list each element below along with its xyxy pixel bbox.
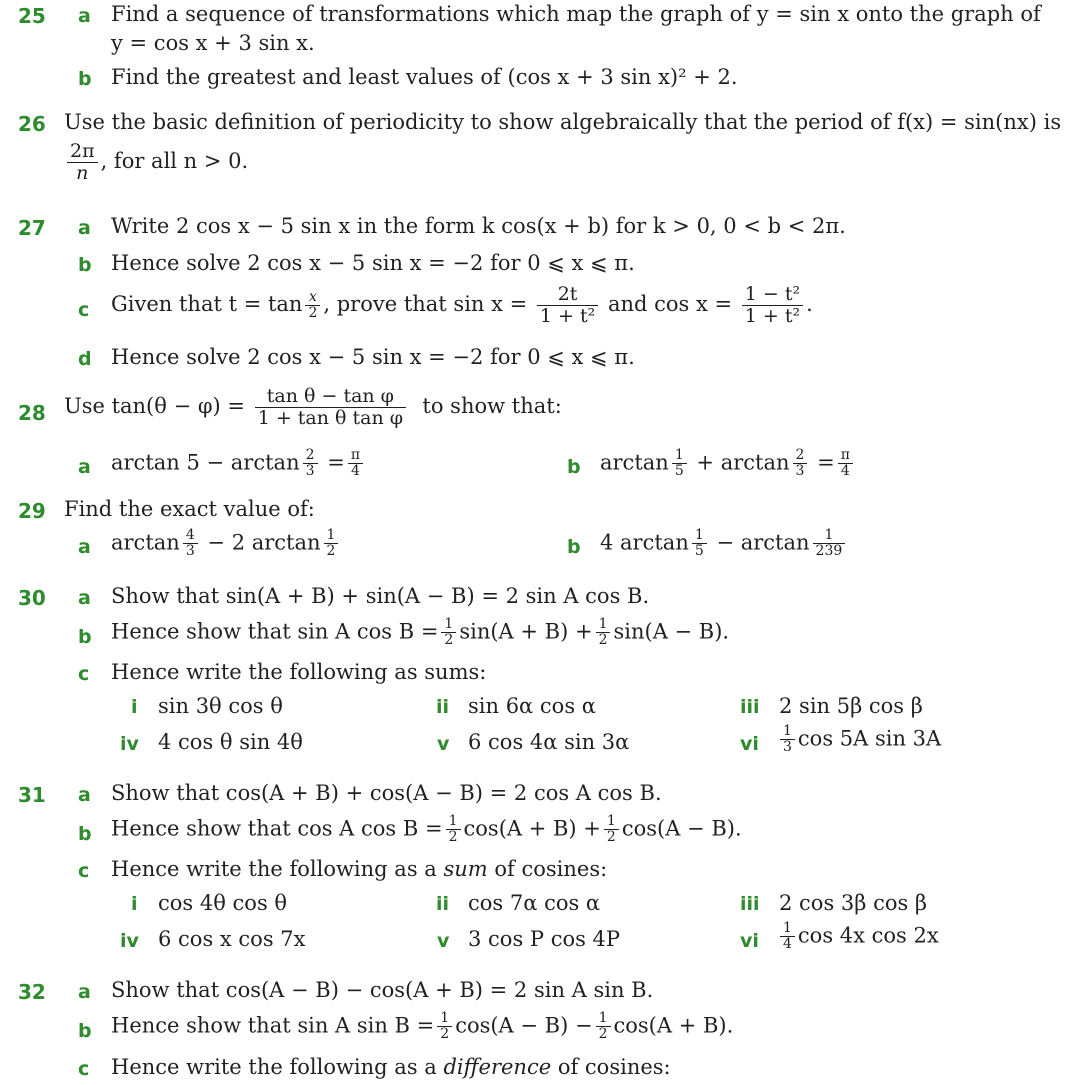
part-label-25a: a [78, 5, 91, 27]
item-label-30-i: i [131, 696, 138, 718]
q30c-text: Hence write the following as sums: [111, 660, 487, 684]
item-label-31-ii: ii [436, 893, 450, 915]
question-number-27: 27 [18, 216, 46, 240]
part-label-27a: a [78, 217, 91, 239]
q31-item-iv: 6 cos x cos 7x [158, 927, 306, 951]
item-label-31-vi: vi [740, 930, 759, 952]
q25a-line2: y = cos x + 3 sin x. [111, 31, 315, 55]
question-number-28: 28 [18, 401, 46, 425]
item-label-31-v: v [437, 930, 450, 952]
q26-fraction: $\frac{2\pi}{n}$ [67, 141, 98, 184]
q31-item-ii: cos 7α cos α [468, 891, 601, 915]
question-number-30: 30 [18, 586, 46, 610]
q31-item-vi: $\frac{1}{4}$ cos 4x cos 2x [777, 921, 939, 953]
q30b-text: Hence show that sin A cos B = $\frac{1}{2}$ sin(A + B) + $\frac{1}{2}$ sin(A − B). [111, 616, 730, 649]
question-number-25: 25 [18, 4, 46, 28]
q32c-text: Hence write the following as a difference of cosines: [111, 1055, 671, 1079]
q27a-text: Write 2 cos x − 5 sin x in the form k cos(x + b) for k > 0, 0 < b < 2π. [111, 214, 846, 238]
part-label-30a: a [78, 587, 91, 609]
part-label-28a: a [78, 456, 91, 478]
question-number-29: 29 [18, 499, 46, 523]
part-label-32b: b [78, 1020, 92, 1042]
q31a-text: Show that cos(A + B) + cos(A − B) = 2 cos A cos B. [111, 781, 662, 805]
q30a-text: Show that sin(A + B) + sin(A − B) = 2 sin A cos B. [111, 584, 650, 608]
item-label-30-iii: iii [740, 696, 760, 718]
part-label-25b: b [78, 68, 92, 90]
q26-line2: $\frac{2\pi}{n}$ , for all n > 0. [64, 141, 248, 184]
q28-text: Use tan(θ − φ) = $\frac{\text{tan θ − tan φ}}{\text{1 + tan θ tan φ}}$ to show that: [64, 385, 562, 429]
q31-item-iii: 2 cos 3β cos β [779, 891, 928, 915]
part-label-30b: b [78, 626, 92, 648]
item-label-31-iii: iii [740, 893, 760, 915]
q31c-text: Hence write the following as a sum of cosines: [111, 857, 608, 881]
q29b-text: 4 arctan $\frac{1}{5}$ − arctan $\frac{1}{239}$ [600, 528, 848, 560]
question-number-26: 26 [18, 112, 46, 136]
part-label-27c: c [78, 299, 90, 321]
item-label-30-v: v [437, 733, 450, 755]
part-label-29b: b [567, 536, 581, 558]
q31-item-i: cos 4θ cos θ [158, 891, 288, 915]
q30-item-ii: sin 6α cos α [468, 694, 596, 718]
q29-text: Find the exact value of: [64, 497, 315, 521]
q27b-text: Hence solve 2 cos x − 5 sin x = −2 for 0 ⩽ x ⩽ π. [111, 251, 635, 275]
part-label-30c: c [78, 663, 90, 685]
q25b-text: Find the greatest and least values of (cos x + 3 sin x)² + 2. [111, 65, 738, 89]
question-number-32: 32 [18, 980, 46, 1004]
q28b-text: arctan $\frac{1}{5}$ + arctan $\frac{2}{3}$ = $\frac{\pi}{4}$ [600, 448, 856, 480]
part-label-28b: b [567, 456, 581, 478]
q32b-text: Hence show that sin A sin B = $\frac{1}{2}$ cos(A − B) − $\frac{1}{2}$ cos(A + B). [111, 1010, 734, 1043]
q32a-text: Show that cos(A − B) − cos(A + B) = 2 sin A sin B. [111, 978, 654, 1002]
part-label-31c: c [78, 860, 90, 882]
part-label-32c: c [78, 1058, 90, 1080]
item-label-31-iv: iv [120, 930, 139, 952]
question-number-31: 31 [18, 783, 46, 807]
q28a-text: arctan 5 − arctan $\frac{2}{3}$ = $\frac{\pi}{4}$ [111, 448, 366, 480]
item-label-30-ii: ii [436, 696, 450, 718]
q30-item-v: 6 cos 4α sin 3α [468, 730, 630, 754]
q30-item-vi: $\frac{1}{3}$ cos 5A sin 3A [777, 724, 941, 756]
q30-item-iii: 2 sin 5β cos β [779, 694, 923, 718]
q29a-text: arctan $\frac{4}{3}$ − 2 arctan $\frac{1}{2}$ [111, 528, 341, 560]
part-label-32a: a [78, 981, 91, 1003]
q25a-line1: Find a sequence of transformations which map the graph of y = sin x onto the graph of [111, 2, 1041, 26]
part-label-31a: a [78, 784, 91, 806]
item-label-31-i: i [131, 893, 138, 915]
q30-item-i: sin 3θ cos θ [158, 694, 283, 718]
item-label-30-vi: vi [740, 733, 759, 755]
part-label-31b: b [78, 823, 92, 845]
q31-item-v: 3 cos P cos 4P [468, 927, 621, 951]
q26-line1: Use the basic definition of periodicity to show algebraically that the period of f(x) = sin(nx) is [64, 110, 1062, 134]
q27d-text: Hence solve 2 cos x − 5 sin x = −2 for 0 ⩽ x ⩽ π. [111, 345, 635, 369]
q31b-text: Hence show that cos A cos B = $\frac{1}{2}$ cos(A + B) + $\frac{1}{2}$ cos(A − B). [111, 813, 742, 846]
part-label-29a: a [78, 536, 91, 558]
part-label-27d: d [78, 348, 92, 370]
item-label-30-iv: iv [120, 733, 139, 755]
part-label-27b: b [78, 254, 92, 276]
q27c-text: Given that t = tan $\frac{x}{2}$ , prove that sin x = $\frac{2t}{\text{1 + t²}}$ and cos x = $\frac{\text{1 − t²}}{\text{1 + t²}}$ . [111, 283, 813, 327]
q30-item-iv: 4 cos θ sin 4θ [158, 730, 303, 754]
